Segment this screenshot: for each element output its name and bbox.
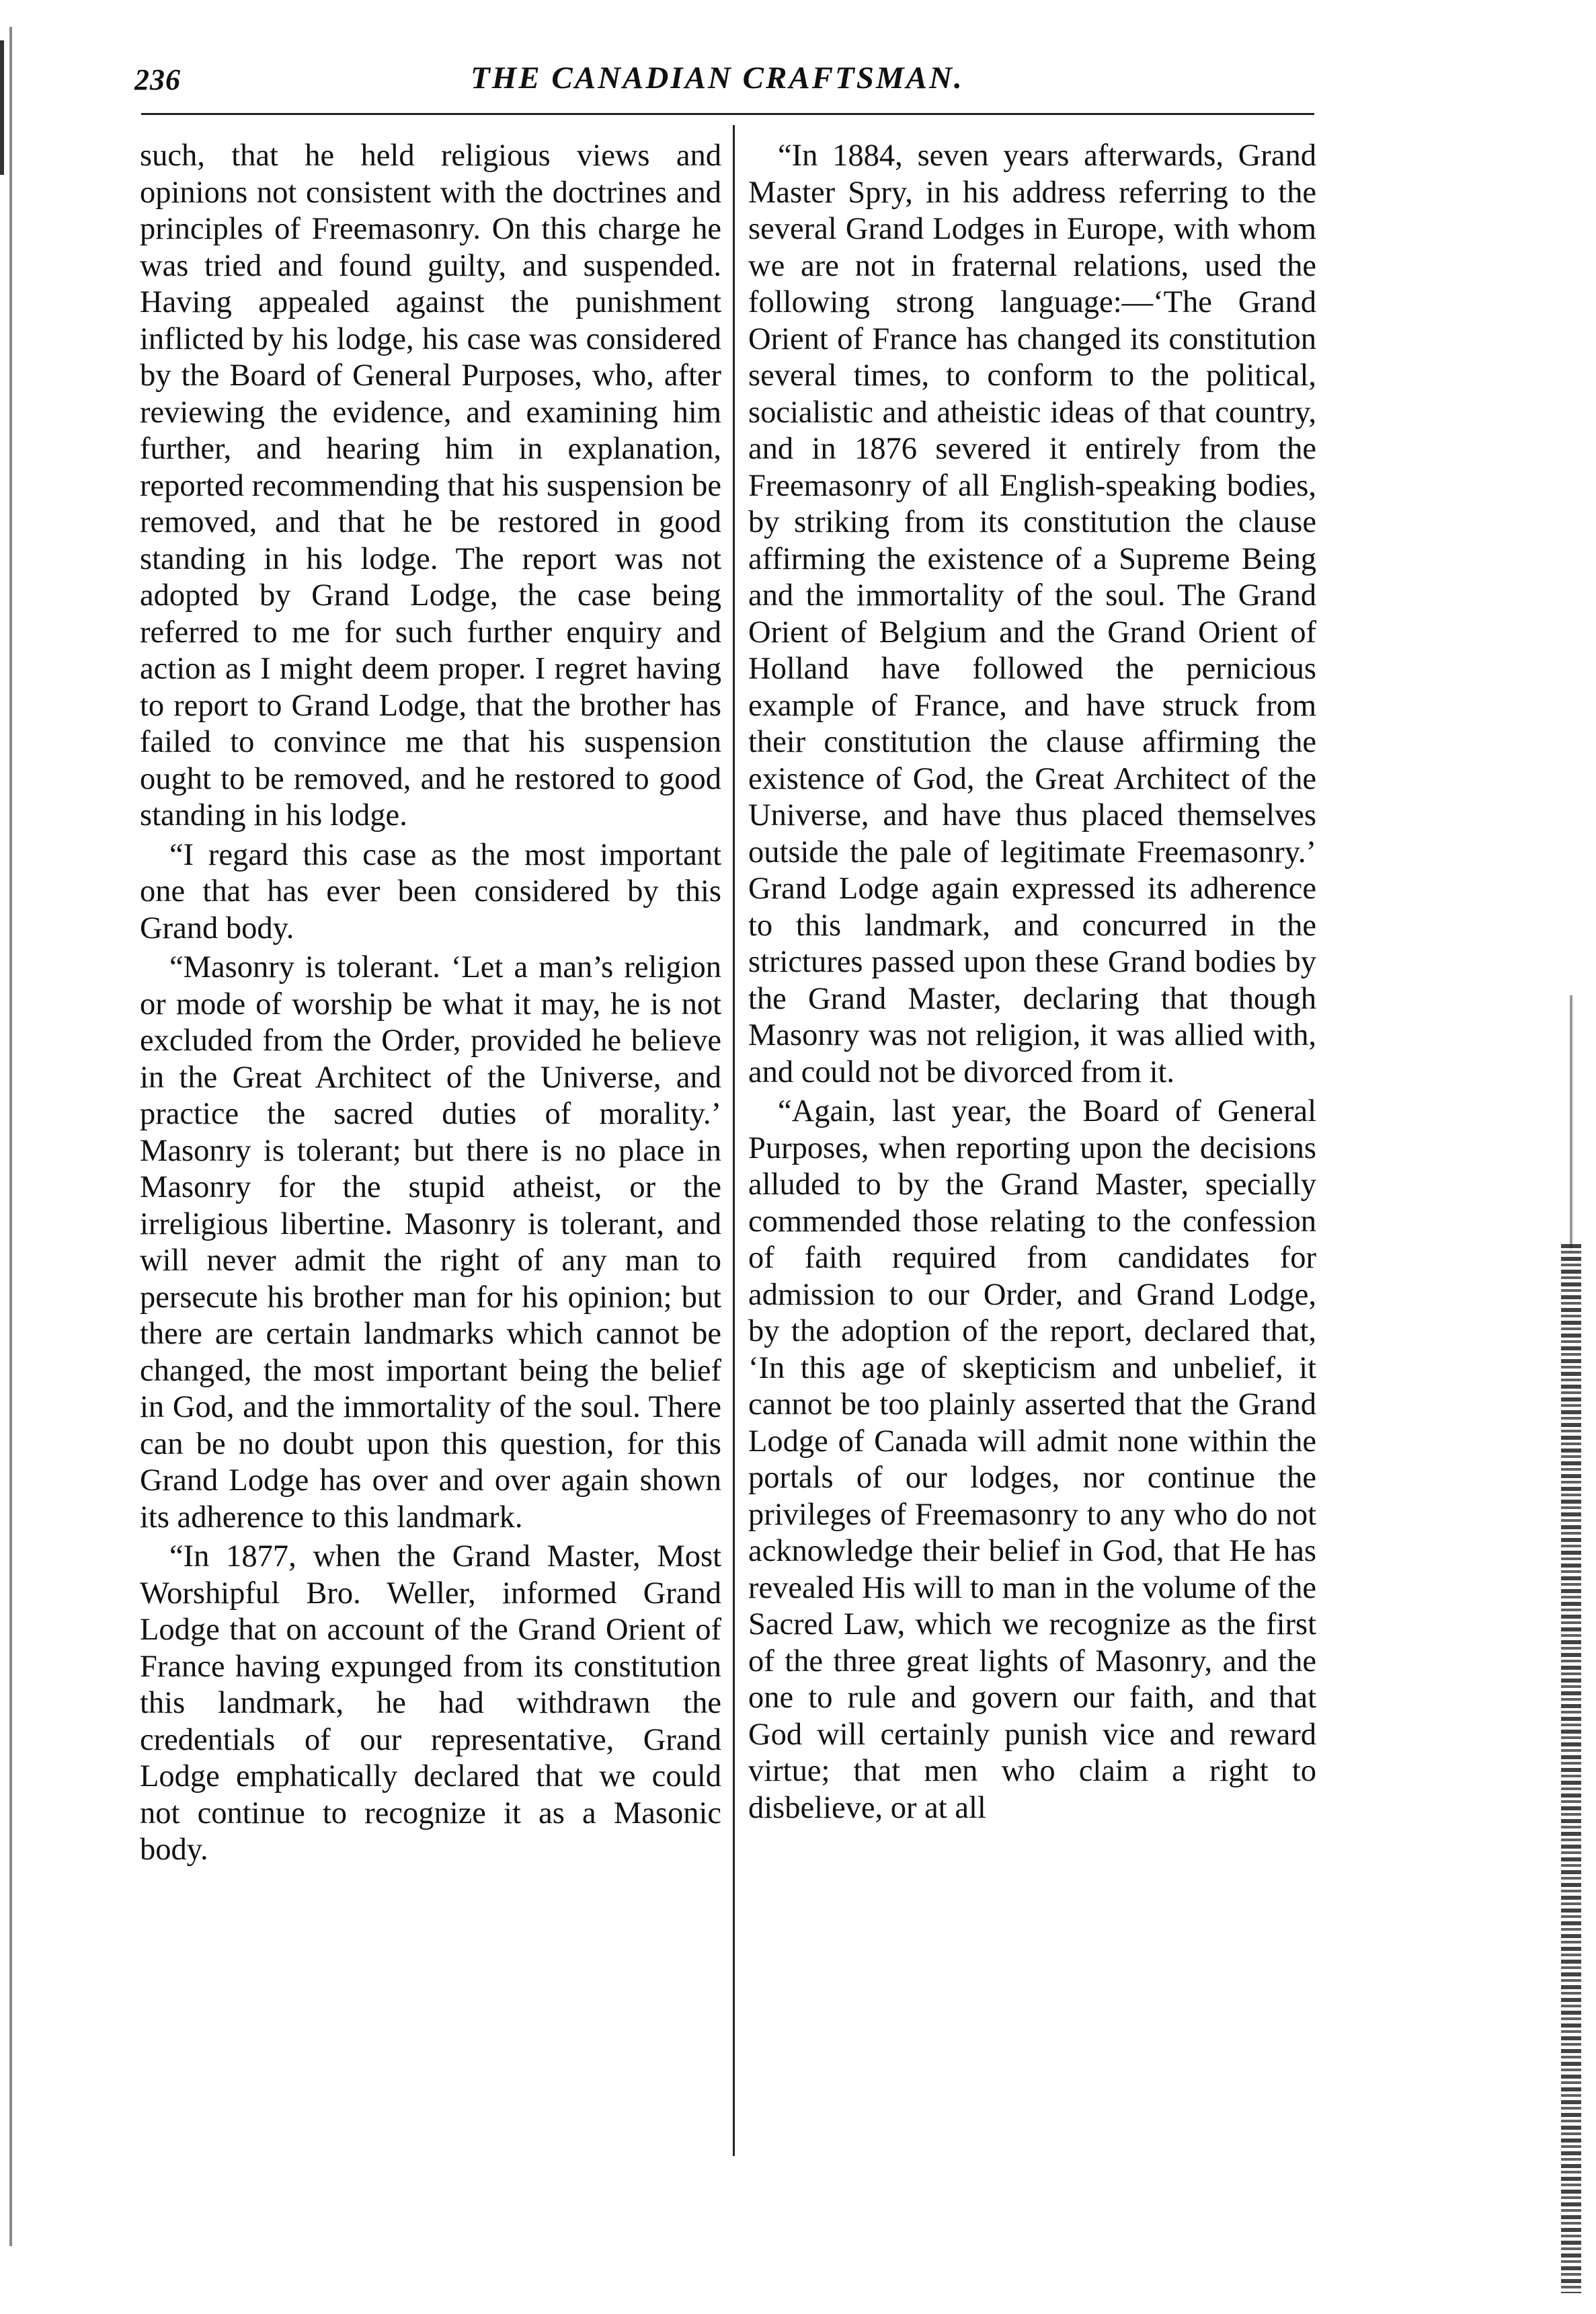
- paragraph: “In 1877, when the Grand Master, Most Worshipful Bro. Weller, informed Grand Lodge that on account of the Grand Orient of France having expunged from its constitution this landmark, he had withdrawn the credentials of our representative, Grand Lodge emphatically declared that we could not continue to recognize it as a Masonic body.: [140, 1539, 721, 1867]
- scan-edge-mark-left: [0, 40, 4, 175]
- paragraph: “Masonry is tolerant. ‘Let a man’s religion or mode of worship be what it may, he is not excluded from the Order, provided he believe in the Great Architect of the Universe, and practice the sacred duties of morality.’ Masonry is tolerant; but there is no place in Masonry for the stupid atheist, or the irreligious libertine. Masonry is tolerant, and will never admit the right of any man to persecute his brother man for his opinion; but there are certain landmarks which cannot be changed, the most important being the belief in God, and the immortality of the soul. There can be no doubt upon this question, for this Grand Lodge has over and over again shown its adherence to this landmark.: [140, 950, 721, 1535]
- paragraph: “I regard this case as the most important one that has ever been considered by this Grand body.: [140, 837, 721, 946]
- running-title: THE CANADIAN CRAFTSMAN.: [471, 61, 964, 95]
- scan-edge-line-right: [1570, 995, 1572, 1251]
- paragraph: “In 1884, seven years afterwards, Grand Master Spry, in his address referring to the several Grand Lodges in Europe, with whom we are not in fraternal relations, used the following strong language:—‘The Grand Orient of France has changed its constitution several times, to conform to the political, socialistic and atheistic ideas of that country, and in 1876 severed it entirely from the Freemasonry of all English-speaking bodies, by striking from its constitution the clause affirming the existence of a Supreme Being and the immortality of the soul. The Grand Orient of Belgium and the Grand Orient of Holland have followed the pernicious example of France, and have struck from their constitution the clause affirming the existence of God, the Great Architect of the Universe, and have thus placed themselves outside the pale of legitimate Freemasonry.’ Grand Lodge again expressed its adherence to this landmark, and concurred in the strictures passed upon these Grand bodies by the Grand Master, declaring that though Masonry was not religion, it was allied with, and could not be divorced from it.: [748, 139, 1316, 1089]
- paragraph: such, that he held religious views and opinions not consistent with the doctrines and principles of Freemasonry. On this charge he was tried and found guilty, and suspended. Having appealed against the punishment inflicted by his lodge, his case was considered by the Board of General Purposes, who, after reviewing the evidence, and examining him further, and hearing him in explanation, reported recommending that his suspension be removed, and that he be restored in good standing in his lodge. The report was not adopted by Grand Lodge, the case being referred to me for such further enquiry and action as I might deem proper. I regret having to report to Grand Lodge, that the brother has failed to convince me that his suspension ought to be removed, and he restored to good standing in his lodge.: [140, 139, 721, 833]
- scan-edge-mark-right: [1561, 1244, 1581, 2293]
- column-divider: [733, 125, 735, 2156]
- left-column: [140, 138, 721, 2162]
- page-number: 236: [134, 63, 181, 96]
- paragraph: “Again, last year, the Board of General Purposes, when reporting upon the decisions alluded to by the Grand Master, specially commended those relating to the confession of faith required from candidates for admission to our Order, and Grand Lodge, by the adoption of the report, declared that, ‘In this age of skepticism and unbelief, it cannot be too plainly asserted that the Grand Lodge of Canada will admit none within the portals of our lodges, nor continue the privileges of Freemasonry to any who do not acknowledge their belief in God, that He has revealed His will to man in the volume of the Sacred Law, which we recognize as the first of the three great lights of Masonry, and the one to rule and govern our faith, and that God will certainly punish vice and reward virtue; that men who claim a right to disbelieve, or at all: [748, 1094, 1316, 1825]
- page-header: [134, 57, 1318, 111]
- header-rule: [141, 113, 1314, 115]
- scan-edge-line-left: [9, 27, 12, 2246]
- right-column: [748, 138, 1316, 2162]
